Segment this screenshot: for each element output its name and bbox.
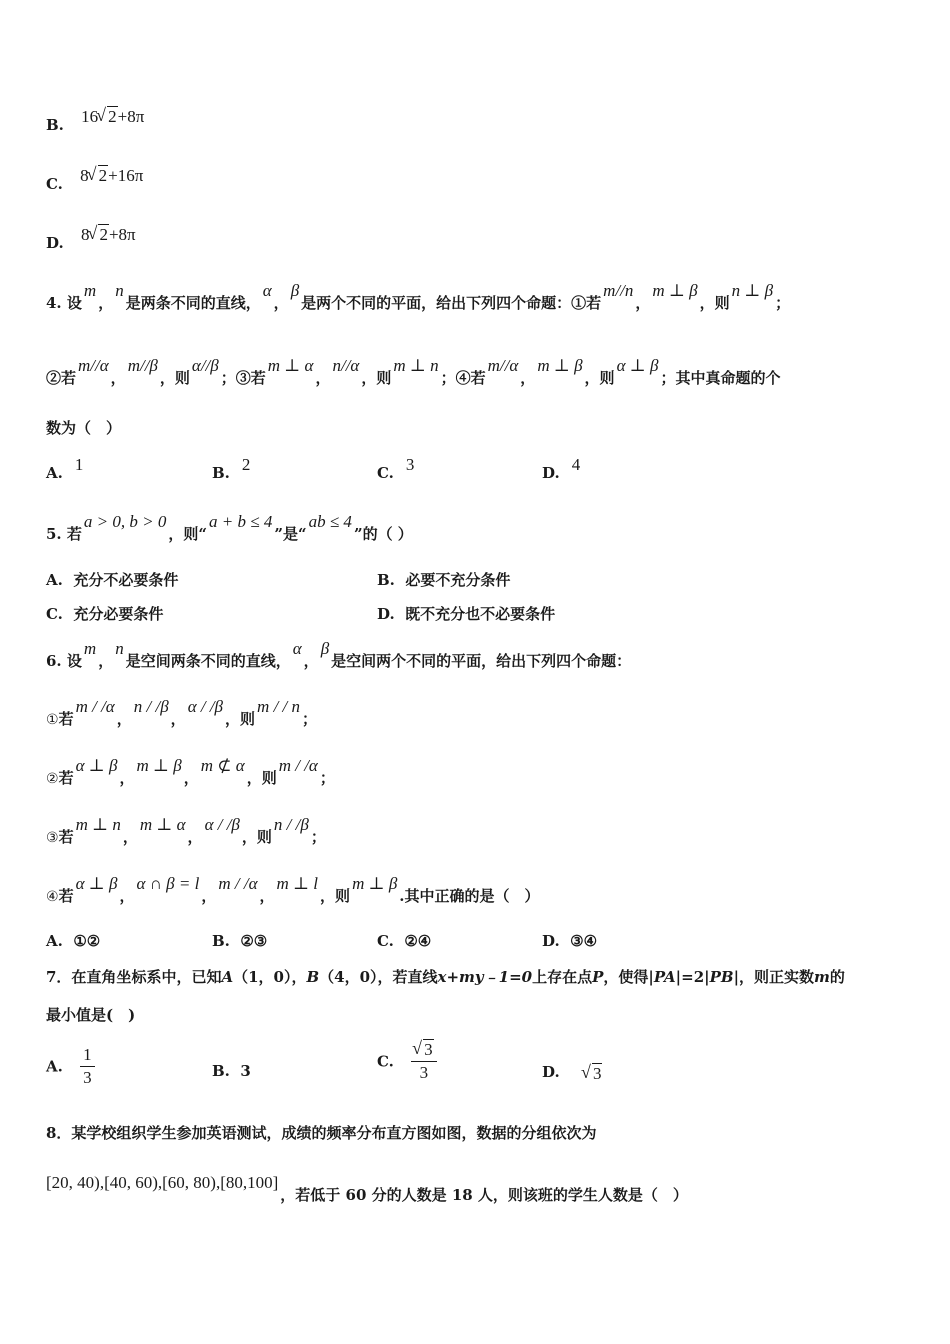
- q3-option-d: D. 8√ 2+8π: [46, 233, 136, 253]
- q6-stem: 6. 设m，n是空间两条不同的直线，α，β是空间两个不同的平面，给出下列四个命题：: [46, 639, 632, 670]
- q7-line-1: 7．在直角坐标系中，已知A（1，0），B（4，0），若直线x+my﹣1=0上存在点P，使得|PA|=2|PB|，则正实数m的: [46, 968, 845, 986]
- q6-statement-1: ①若m / /α，n / /β，α / /β，则m / / n；: [46, 697, 318, 728]
- q6-option-a: A. ①②: [46, 932, 101, 950]
- q5-option-c: C. 充分必要条件: [46, 605, 164, 623]
- q8-line-1: 8．某学校组织学生参加英语测试，成绩的频率分布直方图如图，数据的分组依次为: [46, 1124, 597, 1142]
- q6-option-c: C. ②④: [377, 932, 432, 950]
- q4-option-c: C. 3: [377, 455, 415, 482]
- q8-line-2: [20, 40),[40, 60),[60, 80),[80,100]，若低于 60 分的人数是 18 人，则该班的学生人数是（ ）: [46, 1173, 688, 1204]
- q5-option-b: B. 必要不充分条件: [377, 571, 511, 589]
- q7-line-2: 最小值是( ): [46, 1006, 136, 1024]
- q4-option-d: D. 4: [542, 455, 581, 482]
- q6-statement-4: ④若α ⊥ β，α ∩ β = l，m / /α，m ⊥ l，则m ⊥ β.其中正确的是（ ）: [46, 874, 540, 905]
- q4-option-a: A. 1: [46, 455, 84, 482]
- q4-line-3: 数为（ ）: [46, 419, 122, 437]
- q6-statement-2: ②若α ⊥ β，m ⊥ β，m ⊄ α，则m / /α；: [46, 756, 335, 787]
- q5-option-d: D. 既不充分也不必要条件: [377, 605, 556, 623]
- q3-option-b: B. 16√ 2+8π: [46, 115, 144, 135]
- q4-line-2: ②若m//α，m//β，则α//β；③若m ⊥ α，n//α，则m ⊥ n；④若m//α，m ⊥ β，则α ⊥ β；其中真命题的个: [46, 356, 781, 387]
- q6-statement-3: ③若m ⊥ n，m ⊥ α，α / /β，则n / /β；: [46, 815, 326, 846]
- q3-option-b-expr: 16√ 2+8π: [81, 107, 144, 126]
- q3-option-c: C. 8√ 2+16π: [46, 174, 143, 194]
- q4-option-b: B. 2: [212, 455, 251, 482]
- q7-option-c-fraction: √ $\frac{3}{3}$: [411, 1040, 437, 1083]
- q3-option-d-expr: 8√ 2+8π: [81, 225, 136, 244]
- q7-option-a-fraction: $\frac{1}{3}$: [80, 1045, 95, 1088]
- q7-option-d: D. √ 3: [542, 1062, 602, 1082]
- q7-option-b: B. 3: [212, 1062, 251, 1080]
- q4-line-1: 4. 设m，n是两条不同的直线，α，β是两个不同的平面，给出下列四个命题：①若m//n，m ⊥ β，则n ⊥ β；: [46, 281, 791, 312]
- q3-option-c-expr: 8√ 2+16π: [80, 166, 143, 185]
- q7-option-c: C. √ $\frac{3}{3}$: [377, 1040, 437, 1083]
- q6-option-d: D. ③④: [542, 932, 598, 950]
- q5-option-a: A. 充分不必要条件: [46, 571, 179, 589]
- q7-option-a: A. $\frac{1}{3}$: [46, 1045, 95, 1088]
- q6-option-b: B. ②③: [212, 932, 268, 950]
- q5-stem: 5. 若a > 0, b > 0，则“a + b ≤ 4”是“ab ≤ 4”的（ ）: [46, 512, 413, 543]
